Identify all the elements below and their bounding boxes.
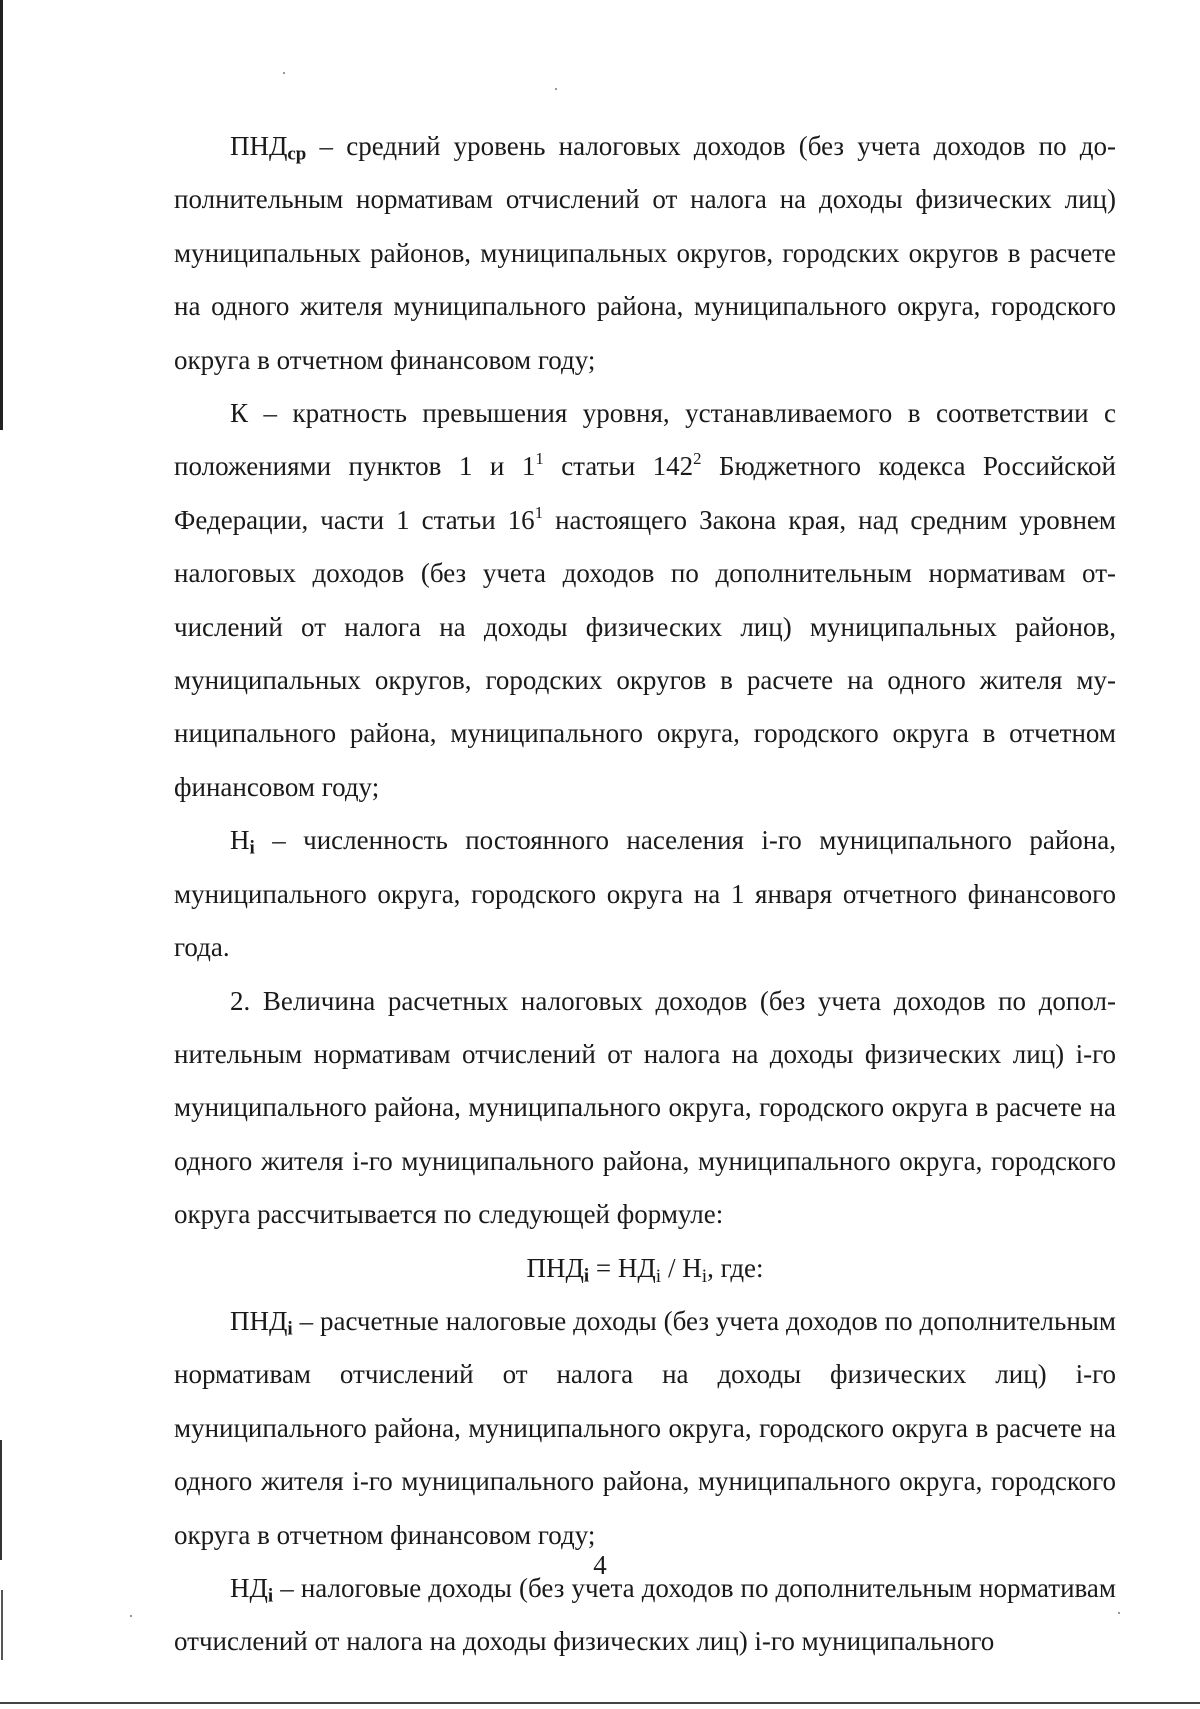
paragraph-text: статьи 142 — [543, 451, 694, 482]
paragraph-pnd-avg — [174, 120, 1116, 387]
term-subscript: i — [267, 1585, 274, 1607]
term-pnd-i: ПНД — [230, 1305, 288, 1336]
document-body — [174, 120, 1116, 1669]
formula-part: ПНД — [526, 1252, 584, 1283]
formula-subscript: i — [701, 1265, 708, 1287]
formula — [174, 1242, 1116, 1295]
paragraph-text: – численность постоянного населения i-го муниципального района, муниципального округа, городского округа на 1 января отчетного финансового года. — [174, 825, 1116, 963]
paragraph-text: Бюджетного кодекса Российской Федерации, части 1 статьи 16 — [174, 451, 1116, 535]
paragraph-text: – средний уровень налоговых доходов (без учета доходов по дополнительным нормативам отчислений от налога на доходы физических лиц) муниципальных районов, муниципальных округов, городских округов в расчете на одного жителя муниципального района, муниципального округа, городского округа в отчетном финансовом году; — [174, 131, 1116, 375]
formula-part: / Н — [661, 1252, 702, 1283]
scan-speck — [130, 1615, 132, 1617]
scan-speck — [283, 72, 285, 74]
paragraph-text: – расчетные налоговые доходы (без учета доходов по дополнительным нормативам отчислений от налога на доходы физических лиц) i-го муниципального района, муниципального округа, городского округа в расчете на одного жителя i-го муниципального района, муниципального округа, городского округа в отчетном финансовом году; — [174, 1305, 1116, 1550]
term-n: Н — [230, 825, 250, 856]
scan-speck — [555, 88, 557, 90]
superscript: 1 — [535, 449, 544, 469]
paragraph-k-multiplier — [174, 387, 1116, 814]
paragraph-text: 2. Величина расчетных налоговых доходов (без учета доходов по дополнительным нормативам отчислений от налога на доходы физических лиц) i-го муниципального района, муниципального округа, городского округа в расчете на одного жителя i-го муниципального района, муниципального округа, городского округа рассчитывается по следующей формуле: — [174, 985, 1116, 1230]
paragraph-population — [174, 814, 1116, 974]
scan-mark — [1, 1590, 3, 1660]
paragraph-text: К – кратность превышения уровня, устанавливаемого в соответствии с положениями пунктов 1 и 1 — [174, 398, 1116, 482]
paragraph-text: – налоговые доходы (без учета доходов по дополнительным нормативам отчислений от налога на доходы физических лиц) i-го муниципального — [174, 1572, 1116, 1657]
superscript: 1 — [534, 502, 544, 522]
formula-part: = НД — [589, 1252, 656, 1283]
scan-edge-left — [0, 0, 3, 430]
paragraph-pnd-i — [174, 1295, 1116, 1562]
paragraph-clause-2 — [174, 975, 1116, 1242]
term-subscript: i — [249, 838, 255, 859]
term-subscript: ср — [287, 143, 307, 165]
paragraph-text: настоящего Закона края, над средним уровнем налоговых доходов (без учета доходов по дополнительным нормативам отчислений от налога на доходы физических лиц) муниципальных районов, муниципальных округов, городских округов в расчете на одного жителя муниципального района, муниципального округа, городского округа в отчетном финансовом году; — [174, 504, 1116, 802]
term-nd-i: НД — [230, 1572, 268, 1603]
scan-speck — [1118, 1612, 1120, 1614]
term-subscript: i — [287, 1318, 293, 1340]
page-number: 4 — [593, 1550, 607, 1580]
term-pnd: ПНД — [230, 131, 288, 161]
formula-part: , где: — [707, 1252, 764, 1283]
superscript: 2 — [693, 449, 702, 469]
formula-subscript: i — [655, 1265, 662, 1287]
scan-mark — [0, 1440, 2, 1560]
formula-subscript: i — [583, 1265, 590, 1287]
scan-edge-bottom — [0, 1702, 1200, 1704]
